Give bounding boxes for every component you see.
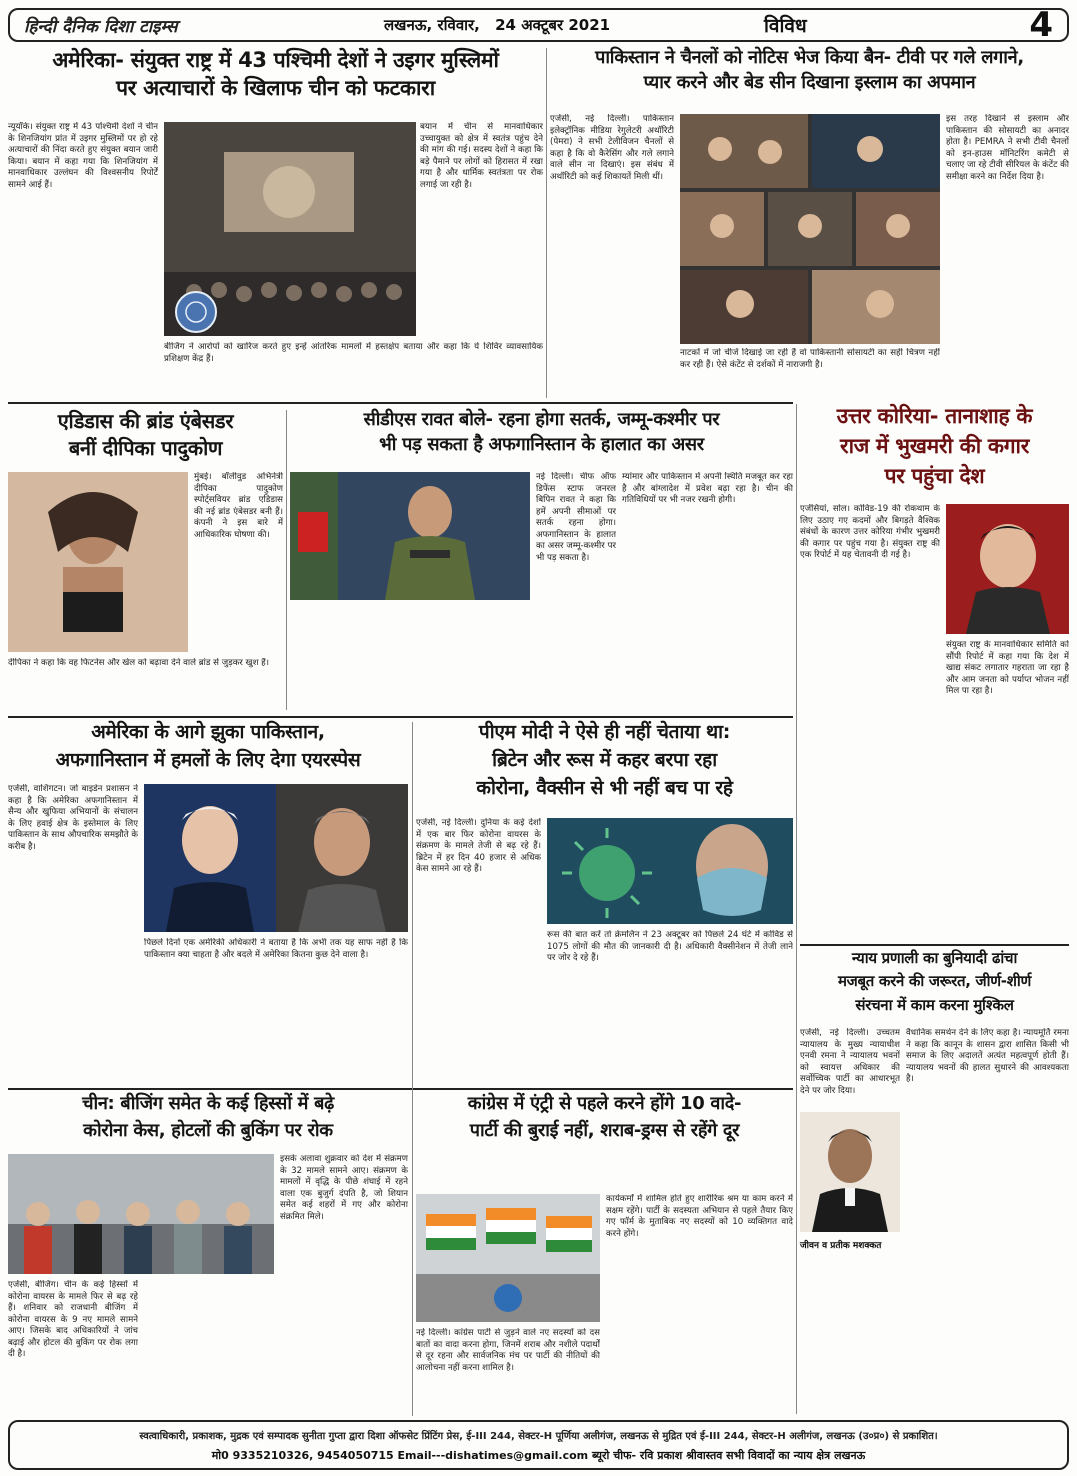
story-headline: राज में भुखमरी की कगार — [840, 434, 1029, 459]
covid-virus-photo — [547, 818, 793, 924]
story-body: एजेंसियां, सोल। कोविड-19 की रोकथाम के लिए उठाए गए कदमों और बिगड़ते वैश्विक संबंधों के कारण उत्तर कोरिया गंभीर भुखमरी की कगार पर पहुंच गया है। संयुक्त राष्ट्र की एक रिपोर्ट में यह चेतावनी दी गई है। — [800, 504, 940, 560]
masthead — [8, 5, 1069, 45]
officer-illustration — [290, 472, 530, 600]
story-body: संयुक्त राष्ट्र के मानवाधिकार समिति को सौंपी रिपोर्ट में कहा गया कि देश में खाद्य संकट लगातार गहराता जा रहा है और आम जनता को पर्याप्त भोजन नहीं मिल पा रहा है। — [946, 640, 1069, 696]
story-body: म्यांमार और पाकिस्तान में अपनी स्थिति मजबूत कर रहा है और बांग्लादेश में प्रवेश बढ़ा रहा है। चीन की गतिविधियों पर भी नजर रखनी होगी। — [622, 472, 793, 505]
masthead-date — [384, 15, 764, 35]
photo-caption: जीवन व प्रतीक मशक्कत — [800, 1241, 882, 1251]
section-divider — [8, 1088, 793, 1090]
city-day: लखनऊ, रविवार, — [384, 16, 480, 34]
story-body: नई दिल्ली। चीफ ऑफ डिफेंस स्टाफ जनरल बिपिन रावत ने कहा कि हमें अपनी सीमाओं पर सतर्क रहना होगा। अफगानिस्तान के हालात का असर जम्मू-कश्मीर पर भी पड़ सकता है। — [536, 472, 616, 563]
imprint-footer — [8, 1420, 1069, 1470]
un-assembly-photo — [164, 122, 416, 336]
story-headline: अफगानिस्तान में हमलों के लिए देगा एयरस्पेस — [55, 748, 361, 771]
story-cds-rawat — [290, 410, 793, 710]
story-body: एजेंसी, नई दिल्ली। उच्चतम न्यायालय के मुख्य न्यायाधीश एनवी रमना ने न्यायालय भवनों को स्वायत्त अधिकार की सर्वोच्चिक पार्टी का आधारभूत देने पर जोर दिया। — [800, 1028, 900, 1096]
leader-illustration — [946, 504, 1069, 634]
leaders-illustration — [144, 784, 408, 932]
tv-stills-grid — [680, 114, 940, 344]
story-us-pakistan — [8, 722, 408, 1082]
section-name: विविध — [764, 15, 807, 37]
story-headline: उत्तर कोरिया- तानाशाह के — [836, 404, 1033, 428]
story-headline: बनीं दीपिका पादुकोण — [68, 436, 223, 460]
crowd-illustration — [8, 1154, 274, 1274]
story-headline: चीन: बीजिंग समेत के कई हिस्सों में बढ़े — [82, 1093, 334, 1114]
story-headline: कांग्रेस में एंट्री से पहले करने होंगे 10 वादे- — [467, 1093, 742, 1114]
section-divider — [8, 402, 793, 404]
story-body: एजेंसी, नई दिल्ली। पाकिस्तान इलेक्ट्रॉनिक मीडिया रेगुलेटरी अथॉरिटी (पेमरा) ने सभी टेलीविजन चैनलों से कहा है कि वो कैरेसिंग और गले लगाने वाले सीन ना दिखाएं। इस संबंध में अथॉरिटी को कई शिकायतें मिली थीं। — [550, 114, 674, 182]
story-congress-pledges — [416, 1094, 793, 1416]
flags-illustration — [416, 1194, 600, 1322]
story-headline: कोरोना, वैक्सीन से भी नहीं बच पा रहे — [476, 776, 733, 799]
story-body: न्यूयॉर्क। संयुक्त राष्ट्र में 43 पश्चिमी देशों ने चीन के शिनजियांग प्रांत में उइगर मुस्लिमों पर हो रहे अत्याचारों की निंदा करते हुए संयुक्त बयान जारी किया। बयान में कहा गया कि शिनजियांग में मानवाधिकार उल्लंघन की विश्वसनीय रिपोर्टें सामने आई हैं। — [8, 122, 158, 190]
un-assembly-illustration — [164, 122, 416, 336]
tv-drama-stills — [680, 114, 940, 344]
kim-jong-un-photo — [946, 504, 1069, 634]
story-body: दीपिका ने कहा कि वह फिटनेस और खेल को बढ़ावा देने वाले ब्रांड से जुड़कर खुश हैं। — [8, 658, 269, 668]
story-headline: भी पड़ सकता है अफगानिस्तान के हालात का असर — [379, 433, 704, 455]
story-china-covid — [8, 1094, 408, 1416]
column-rule — [286, 410, 287, 710]
virus-mask-illustration — [547, 818, 793, 924]
story-headline: पर अत्याचारों के खिलाफ चीन को फटकारा — [116, 76, 435, 101]
story-deepika-adidas — [8, 410, 283, 710]
page-number: 4 — [1029, 5, 1053, 45]
story-body: इस तरह दिखाने से इस्लाम और पाकिस्तान की सोसायटी का अनादर होता है। PEMRA ने सभी टीवी चैनलों को इन-हाउस मॉनिटरिंग कमेटी से चलाए जा रहे टीवी सीरियल के कंटेंट की समीक्षा करने का निर्देश दिया है। — [946, 114, 1069, 182]
biden-imran-photo — [144, 784, 408, 932]
story-body: बयान में चीन से मानवाधिकार उच्चायुक्त को क्षेत्र में स्वतंत्र पहुंच देने की मांग की गई। सदस्य देशों ने कहा कि बड़े पैमाने पर लोगों को हिरासत में रखा गया है और धार्मिक स्वतंत्रता पर रोक लगाई जा रही है। — [420, 122, 543, 190]
beijing-street-photo — [8, 1154, 274, 1274]
contact-line: मो0 9335210326, 9454050715 Email---dishatimes@gmail.com ब्यूरो चीफ- रवि प्रकाश श्रीवास्तव सभी विवादों का न्याय क्षेत्र लखनऊ — [211, 1449, 866, 1462]
story-body: वैधानिक समर्थन देने के लिए कहा है। न्यायमूर्ति रमना ने कहा कि कानून के शासन द्वारा शासित किसी भी समाज के लिए अदालतें अत्यंत महत्वपूर्ण होती हैं। न्यायालय भवनों की हालत सुधारने की आवश्यकता है। — [906, 1028, 1069, 1084]
story-body: नई दिल्ली। कांग्रेस पार्टी से जुड़ने वाले नए सदस्यों को दस बातों का वादा करना होगा, जिनमें शराब और नशीले पदार्थों से दूर रहना और सार्वजनिक मंच पर पार्टी की नीतियों की आलोचना नहीं करना शामिल है। — [416, 1328, 600, 1373]
story-headline: पर पहुंचा देश — [884, 464, 985, 489]
story-body: बीजिंग ने आरोपों को खारिज करते हुए इन्हें आंतरिक मामलों में हस्तक्षेप बताया और कहा कि ये शिविर व्यावसायिक प्रशिक्षण केंद्र हैं। — [164, 342, 543, 364]
story-body: मुंबई। बॉलीवुड अभिनेत्री दीपिका पादुकोण स्पोर्ट्सवियर ब्रांड एडिडास की नई ब्रांड एंबेसडर बनी हैं। कंपनी ने इस बारे में आधिकारिक घोषणा की। — [194, 472, 283, 540]
story-headline: कोरोना केस, होटलों की बुकिंग पर रोक — [83, 1119, 333, 1141]
story-judiciary — [800, 950, 1069, 1416]
story-covid-europe — [416, 722, 793, 1082]
story-un-uyghur — [8, 48, 543, 398]
imprint-line: स्वत्वाधिकारी, प्रकाशक, मुद्रक एवं सम्पादक सुनीता गुप्ता द्वारा दिशा ऑफसेट प्रिंटिंग प्रेस, ई-III 244, सेक्टर-H पूर्णिया अलीगंज, लखनऊ से मुद्रित एवं ई-III 244, सेक्टर-H अलीगंज, लखनऊ (उ०प्र०) से प्रकाशित। — [139, 1431, 938, 1442]
deepika-photo — [8, 472, 188, 652]
story-headline: प्यार करने और बेड सीन दिखाना इस्लाम का अपमान — [643, 71, 976, 93]
column-rule — [546, 48, 547, 398]
justice-illustration — [800, 1112, 900, 1232]
section-divider — [800, 944, 1069, 946]
congress-flags-photo — [416, 1194, 600, 1322]
column-rule — [796, 404, 797, 1414]
story-body: नाटकों में जो चीजें दिखाई जा रही हैं वो पाकिस्तानी सोसायटी का सही चित्रण नहीं कर रही हैं। ऐसे कंटेंट से दर्शकों में नाराजगी है। — [680, 348, 940, 370]
story-headline: एडिडास की ब्रांड एंबेसडर — [57, 409, 234, 433]
issue-date: 24 अक्टूबर 2021 — [495, 16, 611, 34]
story-headline: पीएम मोदी ने ऐसे ही नहीं चेताया था: — [478, 721, 731, 743]
section-divider — [8, 716, 793, 718]
story-headline: न्याय प्रणाली का बुनियादी ढांचा — [851, 949, 1018, 967]
paper-name: हिन्दी दैनिक दिशा टाइम्स — [24, 16, 178, 37]
story-body: रूस की बात करें तो क्रेमलिन ने 23 अक्टूबर को पिछले 24 घंटे में कोविड से 1075 लोगों की मौत की जानकारी दी है। अधिकारी वैक्सीनेशन में तेजी लाने पर जोर दे रहे हैं। — [547, 930, 793, 963]
story-body: इसके अलावा शुक्रवार को देश में संक्रमण के 32 मामले सामने आए। संक्रमण के मामलों में वृद्धि के पीछे शंघाई में रहने वाला एक बुजुर्ग दंपति है, जो शियान समेत कई शहरों में गए और कोरोना संक्रमित मिले। — [280, 1154, 408, 1222]
story-headline: पार्टी की बुराई नहीं, शराब-ड्रग्स से रहेंगे दूर — [469, 1119, 740, 1141]
story-headline: अमेरिका के आगे झुका पाकिस्तान, — [91, 721, 325, 743]
story-body: कार्यकर्मों में शामिल होते हुए शारीरिक श्रम या काम करने में सक्षम रहेंगे। पार्टी के सदस्यता अभियान से पहले तैयार किए गए फॉर्म के मुताबिक नए सदस्यों को 10 व्यक्तिगत वादे करने होंगे। — [606, 1194, 793, 1239]
chief-justice-photo — [800, 1112, 900, 1232]
story-body: एजेंसी, बीजिंग। चीन के कई हिस्सों में कोरोना वायरस के मामले फिर से बढ़ रहे हैं। शनिवार को राजधानी बीजिंग में कोरोना वायरस के 9 नए मामले सामने आए। जिसके बाद अधिकारियों ने जांच बढ़ाई और होटल की बुकिंग पर रोक लगा दी है। — [8, 1280, 138, 1359]
cds-rawat-photo — [290, 472, 530, 600]
story-body: पिछले दिनों एक अमेरिकी अधिकारी ने बताया है कि अभी तक यह साफ नहीं है कि पाकिस्तान क्या चाहता है और बदले में अमेरिका कितना कुछ देने वाला है। — [144, 938, 408, 960]
story-headline: सीडीएस रावत बोले- रहना होगा सतर्क, जम्मू-कश्मीर पर — [363, 409, 720, 430]
story-headline: ब्रिटेन और रूस में कहर बरपा रहा — [492, 748, 717, 771]
story-headline: अमेरिका- संयुक्त राष्ट्र में 43 पश्चिमी देशों ने उइगर मुस्लिमों — [52, 48, 499, 72]
story-body: एजेंसी, नई दिल्ली। दुनिया के कई देशों में एक बार फिर कोरोना वायरस के संक्रमण के मामले तेजी से बढ़ रहे हैं। ब्रिटेन में हर दिन 40 हजार से अधिक केस सामने आ रहे हैं। — [416, 818, 541, 874]
portrait-illustration — [8, 472, 188, 652]
column-rule — [412, 722, 413, 1416]
story-headline: मजबूत करने की जरूरत, जीर्ण-शीर्ण — [837, 972, 1032, 991]
story-headline: संरचना में काम करना मुश्किल — [855, 995, 1014, 1014]
story-north-korea — [800, 404, 1069, 944]
story-pakistan-tv — [550, 48, 1069, 398]
story-body: एजेंसी, वाशिंगटन। जो बाइडेन प्रशासन ने कहा है कि अमेरिका अफगानिस्तान में सैन्य और खुफिया अभियानों के संचालन के लिए हवाई क्षेत्र के इस्तेमाल के लिए पाकिस्तान के साथ औपचारिक समझौते के करीब है। — [8, 784, 138, 852]
story-headline: पाकिस्तान ने चैनलों को नोटिस भेज किया बैन- टीवी पर गले लगाने, — [595, 47, 1024, 68]
